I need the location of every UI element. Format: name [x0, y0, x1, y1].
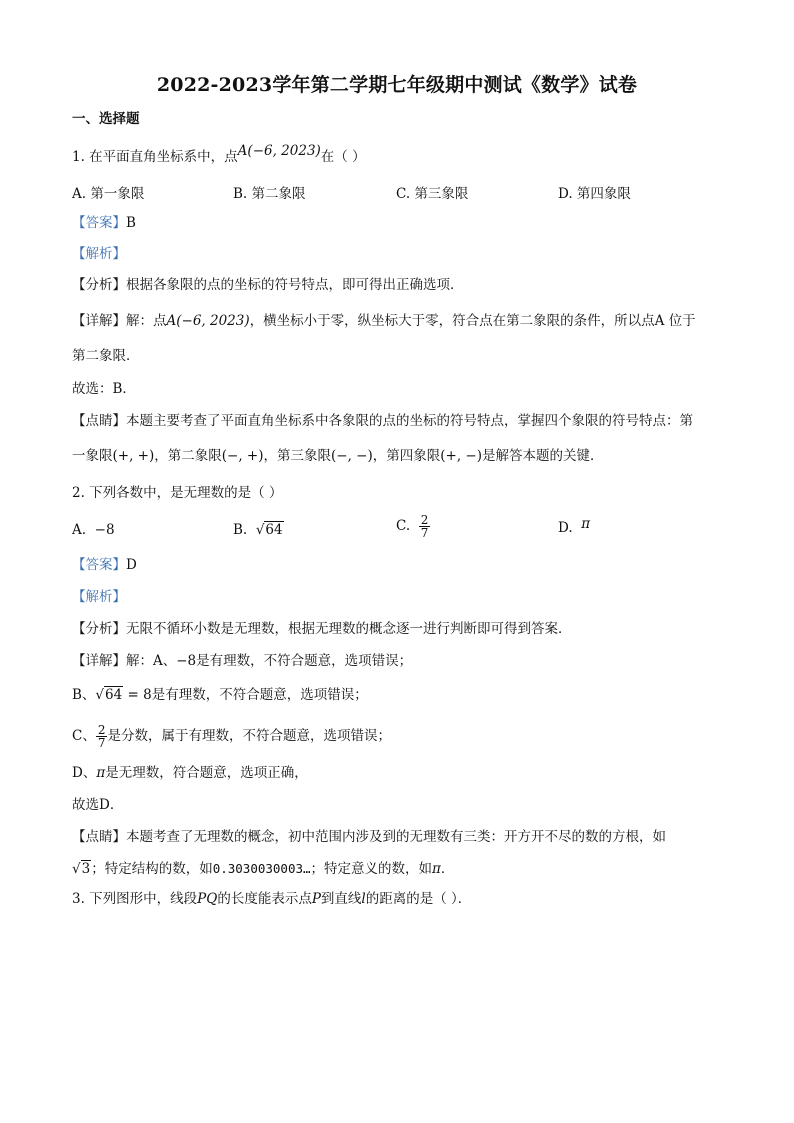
xiangjie-b-pre: B、: [72, 687, 96, 703]
xiangjie-d-post: 是无理数，符合题意，选项正确，: [105, 765, 308, 781]
answer-tag: 【答案】: [72, 557, 126, 573]
q2-xiangjie-c: [72, 722, 391, 750]
q1-option-c: C. 第三象限: [396, 186, 469, 202]
sign-quadrant-3: (−, −): [331, 448, 373, 464]
q3-stem-mid2: 到直线: [320, 891, 362, 907]
xiangjie-b-post: 是有理数，不符合题意，选项错误；: [151, 687, 368, 703]
q2-option-a-label: A.: [72, 522, 87, 538]
q3-point-p: P: [311, 891, 321, 907]
q1-option-a: A. 第一象限: [72, 186, 145, 202]
q1-analysis-tag: 【解析】: [72, 246, 126, 262]
q1-option-b: B. 第二象限: [233, 186, 306, 202]
dianjing-l2-a: ；特定结构的数，如: [91, 861, 213, 877]
q2-xiangjie-d: [72, 764, 308, 782]
q2-option-d-value: π: [581, 516, 591, 532]
fraction-numerator: 2: [420, 513, 429, 527]
answer-value: D: [126, 557, 137, 573]
sign-quadrant-4: (+, −): [440, 448, 482, 464]
question-3-stem: [72, 890, 471, 908]
xiangjie-tag: 【详解】: [72, 653, 126, 669]
dianjing-l2-b: ；特定意义的数，如: [310, 861, 433, 877]
sqrt-symbol: √64: [95, 687, 123, 703]
dianjing-l2-number: 0.3030030003…: [212, 861, 311, 876]
answer-tag: 【答案】: [72, 215, 126, 231]
q2-dianjing-line2: [72, 860, 454, 878]
q2-fenxi: [72, 620, 572, 638]
fenxi-text: 根据各象限的点的坐标的符号特点，即可得出正确选项．: [126, 277, 464, 293]
q2-option-c-label: C.: [396, 518, 411, 534]
sqrt-symbol: √64: [255, 522, 283, 538]
xiangjie-d-pre: D、: [72, 765, 97, 781]
dianjing-l2-c: ，第三象限: [263, 448, 331, 464]
dianjing-radicand: 3: [81, 861, 91, 877]
q2-option-b-radicand: 64: [265, 522, 283, 538]
dianjing-tag: 【点睛】: [72, 829, 126, 845]
q1-fenxi: [72, 276, 464, 294]
q2-option-a-value: −8: [94, 522, 115, 538]
q1-xiangjie-line2: 第二象限．: [72, 348, 140, 364]
q1-stem-post: 在（ ）: [320, 149, 366, 165]
q3-stem-pre: 3. 下列图形中，线段: [72, 891, 198, 907]
q1-dianjing: [72, 412, 693, 430]
q1-point: A(−6, 2023): [237, 143, 321, 159]
fenxi-tag: 【分析】: [72, 277, 126, 293]
xiangjie-d-value: π: [96, 765, 106, 781]
fraction: [96, 724, 108, 749]
q1-option-d: D. 第四象限: [558, 186, 631, 202]
xiangjie-c-pre: C、: [72, 728, 96, 744]
q2-option-d: [558, 516, 591, 536]
section-heading: 一、选择题: [72, 111, 140, 127]
q3-line-l: l: [361, 891, 366, 907]
fraction: [419, 514, 431, 539]
dianjing-text: 本题主要考查了平面直角坐标系中各象限的点的坐标的符号特点，掌握四个象限的符号特点：第: [126, 413, 693, 429]
xiangjie-pre: 解：点: [126, 313, 167, 329]
dianjing-l2-pi: π: [432, 861, 441, 877]
xiangjie-a-pre: 解：A、: [126, 653, 177, 669]
dianjing-text: 本题考查了无理数的概念，初中范围内涉及到的无理数有三类：开方开不尽的数的方根，如: [126, 829, 666, 845]
xiangjie-a-value: −8: [176, 653, 197, 669]
fenxi-text: 无限不循环小数是无理数，根据无理数的概念逐一进行判断即可得到答案．: [126, 621, 572, 637]
q1-guxuan: 故选：B．: [72, 381, 136, 397]
fraction-numerator: 2: [97, 723, 106, 737]
q2-xiangjie-a: [72, 652, 412, 670]
question-1-stem: [72, 143, 366, 166]
q2-option-b: [233, 522, 284, 538]
xiangjie-b-equation: = 8: [123, 687, 152, 703]
fraction-denominator: 7: [420, 526, 429, 540]
q2-option-b-label: B.: [233, 522, 248, 538]
q3-segment: PQ: [197, 891, 218, 907]
sign-quadrant-1: (+, +): [112, 448, 155, 464]
q2-dianjing: [72, 828, 666, 846]
q2-option-c: [396, 514, 430, 539]
q2-answer: [72, 556, 137, 574]
q1-stem-pre: 1. 在平面直角坐标系中，点: [72, 149, 238, 165]
xiangjie-point: A(−6, 2023): [166, 313, 250, 329]
q1-dianjing-line2: [72, 447, 604, 465]
xiangjie-a-post: 是有理数，不符合题意，选项错误；: [196, 653, 413, 669]
fraction-denominator: 7: [97, 736, 106, 750]
q2-option-d-label: D.: [558, 520, 573, 536]
sqrt-symbol: √3: [72, 861, 91, 877]
q2-option-a: [72, 522, 115, 538]
dianjing-l2-e: 是解答本题的关键．: [482, 448, 604, 464]
q3-stem-mid: 的长度能表示点: [217, 891, 312, 907]
q1-xiangjie: [72, 312, 696, 330]
xiangjie-post: ，横坐标小于零，纵坐标大于零，符合点在第二象限的条件，所以点A 位于: [249, 313, 696, 329]
q2-xiangjie-b: [72, 686, 368, 704]
dianjing-l2-a: 一象限: [72, 448, 113, 464]
xiangjie-tag: 【详解】: [72, 313, 126, 329]
q2-guxuan: 故选D．: [72, 797, 124, 813]
dianjing-l2-d: ，第四象限: [372, 448, 441, 464]
page-title: 2022-2023学年第二学期七年级期中测试《数学》试卷: [156, 74, 638, 96]
q3-stem-post: 的距离的是（ ）．: [365, 891, 472, 907]
q1-answer: [72, 214, 136, 232]
dianjing-l2-c: ．: [440, 861, 455, 877]
dianjing-l2-b: ，第二象限: [154, 448, 222, 464]
answer-value: B: [126, 215, 136, 231]
xiangjie-c-post: 是分数，属于有理数，不符合题意，选项错误；: [107, 728, 391, 744]
sign-quadrant-2: (−, +): [221, 448, 264, 464]
fenxi-tag: 【分析】: [72, 621, 126, 637]
xiangjie-b-radicand: 64: [105, 687, 123, 703]
q2-analysis-tag: 【解析】: [72, 589, 126, 605]
dianjing-tag: 【点睛】: [72, 413, 126, 429]
question-2-stem: 2. 下列各数中，是无理数的是（ ）: [72, 485, 283, 501]
